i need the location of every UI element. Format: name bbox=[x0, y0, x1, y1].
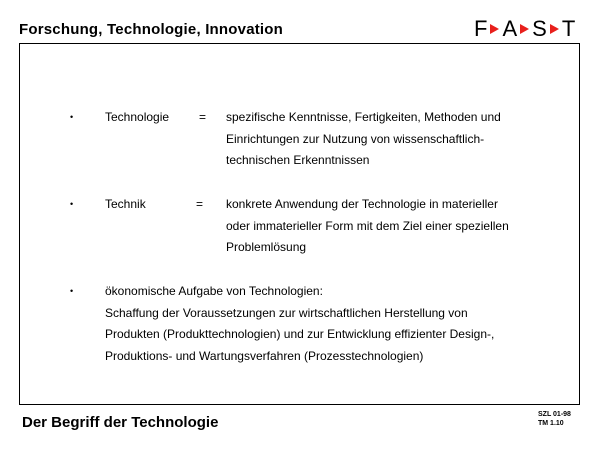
economic-task-line: ökonomische Aufgabe von Technologien: bbox=[105, 284, 323, 298]
logo-letter-s: S bbox=[532, 16, 547, 41]
definition-line: oder immaterieller Form mit dem Ziel einer speziellen bbox=[226, 218, 509, 233]
economic-task-line: Schaffung der Voraussetzungen zur wirtschaftlichen Herstellung von bbox=[105, 305, 468, 320]
footer-code-line2: TM 1.10 bbox=[538, 420, 564, 427]
footer-code bbox=[538, 410, 571, 428]
term-technologie: Technologie bbox=[105, 110, 170, 124]
footer-title: Der Begriff der Technologie bbox=[22, 414, 219, 431]
fast-logo bbox=[474, 18, 575, 40]
definition-line: konkrete Anwendung der Technologie in materieller bbox=[226, 197, 498, 211]
logo-letter-t: T bbox=[561, 16, 576, 41]
term-technik: Technik bbox=[105, 197, 146, 211]
economic-task-line: Produktions- und Wartungsverfahren (Prozesstechnologien) bbox=[105, 348, 424, 363]
definition-technologie bbox=[226, 107, 536, 172]
definition-line: Einrichtungen zur Nutzung von wissenschaftlich- bbox=[226, 131, 485, 146]
logo-letter-a: A bbox=[502, 16, 518, 41]
page-title: Forschung, Technologie, Innovation bbox=[19, 21, 284, 38]
bullet-icon: • bbox=[70, 112, 74, 122]
logo-arrow-icon bbox=[550, 24, 559, 34]
definition-line: Problemlösung bbox=[226, 240, 307, 254]
definition-line: technischen Erkenntnissen bbox=[226, 153, 370, 167]
logo-arrow-icon bbox=[490, 24, 499, 34]
logo-letter-f: F bbox=[474, 16, 488, 41]
economic-task-text bbox=[105, 281, 494, 367]
logo-arrow-icon bbox=[520, 24, 529, 34]
equals-sign: = bbox=[196, 197, 204, 211]
bullet-icon: • bbox=[70, 286, 74, 296]
definition-line: spezifische Kenntnisse, Fertigkeiten, Methoden und bbox=[226, 110, 501, 124]
equals-sign: = bbox=[199, 110, 207, 124]
economic-task-line: Produkten (Produkttechnologien) und zur Entwicklung effizienter Design-, bbox=[105, 327, 495, 341]
footer-code-line1: SZL 01-98 bbox=[538, 411, 571, 418]
definition-technik bbox=[226, 194, 536, 259]
bullet-icon: • bbox=[70, 199, 74, 209]
